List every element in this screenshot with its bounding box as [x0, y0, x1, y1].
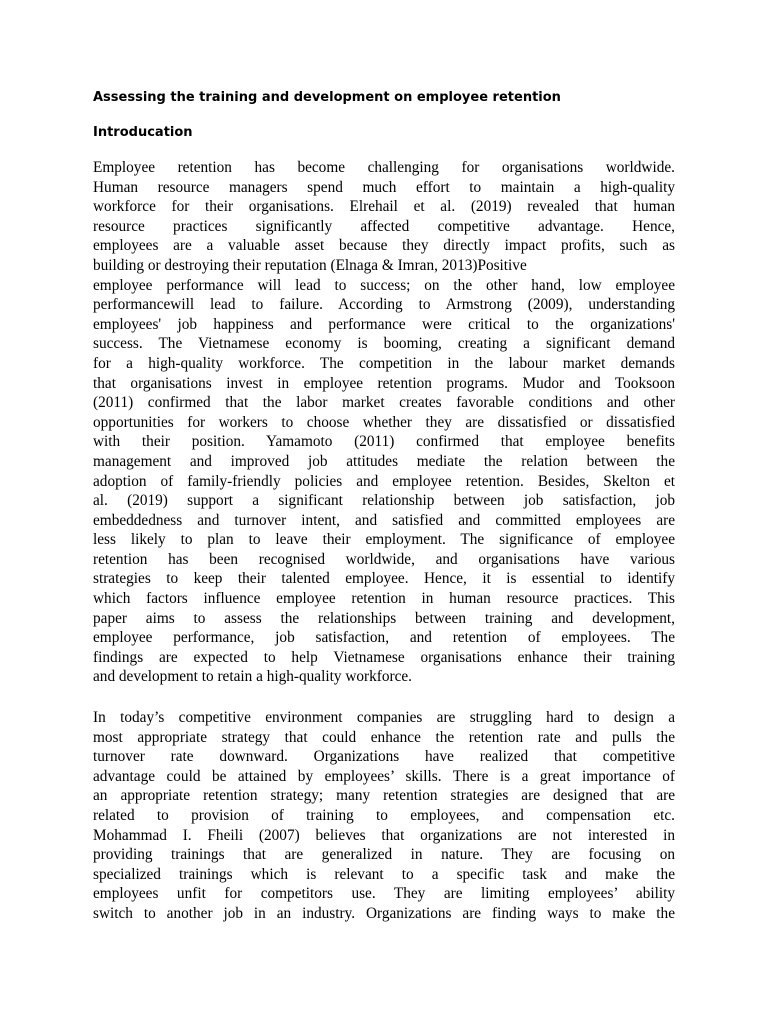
- paragraph-line: specialized trainings which is relevant to a specific task and make the: [93, 865, 675, 883]
- paragraph-2: [93, 708, 675, 924]
- paragraph-line: opportunities for workers to choose whether they are dissatisfied or dissatisfied: [93, 413, 675, 431]
- paragraph-line: findings are expected to help Vietnamese organisations enhance their training: [93, 648, 675, 666]
- paragraph-line: embeddedness and turnover intent, and satisfied and committed employees are: [93, 511, 675, 529]
- paragraph-1: [93, 158, 675, 687]
- paragraph-line: with their position. Yamamoto (2011) confirmed that employee benefits: [93, 433, 675, 451]
- paragraph-line: switch to another job in an industry. Organizations are finding ways to make the: [93, 904, 675, 922]
- paragraph-line: employees' job happiness and performance were critical to the organizations': [93, 315, 675, 333]
- paragraph-line: al. (2019) support a significant relationship between job satisfaction, job: [93, 492, 675, 510]
- paragraph-line: employee performance will lead to success; on the other hand, low employee: [93, 276, 675, 294]
- section-heading: Introducation: [93, 125, 193, 140]
- paragraph-line: management and improved job attitudes mediate the relation between the: [93, 452, 675, 470]
- paragraph-line: for a high-quality workforce. The competition in the labour market demands: [93, 354, 675, 372]
- paragraph-line: advantage could be attained by employees’ skills. There is a great importance of: [93, 767, 675, 785]
- paragraph-line: employees are a valuable asset because they directly impact profits, such as: [93, 237, 675, 255]
- paragraph-line: turnover rate downward. Organizations have realized that competitive: [93, 748, 675, 766]
- paragraph-line: and development to retain a high-quality workforce.: [93, 668, 413, 686]
- paragraph-line: performancewill lead to failure. According to Armstrong (2009), understanding: [93, 296, 675, 314]
- paragraph-line: employees unfit for competitors use. They are limiting employees’ ability: [93, 885, 675, 903]
- paragraph-line: providing trainings that are generalized in nature. They are focusing on: [93, 846, 675, 864]
- paragraph-line: resource practices significantly affected competitive advantage. Hence,: [93, 217, 675, 235]
- document-title: Assessing the training and development on employee retention: [93, 90, 561, 105]
- paragraph-line: Employee retention has become challenging for organisations worldwide.: [93, 159, 675, 176]
- paragraph-line: employee performance, job satisfaction, and retention of employees. The: [93, 629, 675, 647]
- paragraph-line: Human resource managers spend much effort to maintain a high-quality: [93, 178, 675, 196]
- paragraph-line: related to provision of training to employees, and compensation etc.: [93, 806, 675, 824]
- paragraph-line: paper aims to assess the relationships between training and development,: [93, 609, 675, 627]
- paragraph-line: less likely to plan to leave their employment. The significance of employee: [93, 531, 675, 549]
- paragraph-line: an appropriate retention strategy; many retention strategies are designed that are: [93, 787, 675, 805]
- paragraph-line: most appropriate strategy that could enhance the retention rate and pulls the: [93, 728, 675, 746]
- paragraph-line: success. The Vietnamese economy is booming, creating a significant demand: [93, 335, 675, 353]
- paragraph-line: adoption of family-friendly policies and employee retention. Besides, Skelton et: [93, 472, 675, 490]
- paragraph-line: Mohammad I. Fheili (2007) believes that organizations are not interested in: [93, 826, 675, 844]
- paragraph-line: strategies to keep their talented employee. Hence, it is essential to identify: [93, 570, 675, 588]
- paragraph-line: (2011) confirmed that the labor market creates favorable conditions and other: [93, 394, 675, 412]
- paragraph-line: workforce for their organisations. Elrehail et al. (2019) revealed that human: [93, 198, 675, 216]
- paragraph-line: building or destroying their reputation (Elnaga & Imran, 2013)Positive: [93, 256, 527, 274]
- paragraph-line: In today’s competitive environment companies are struggling hard to design a: [93, 709, 675, 726]
- paragraph-line: retention has been recognised worldwide, and organisations have various: [93, 550, 675, 568]
- paragraph-line: which factors influence employee retention in human resource practices. This: [93, 590, 675, 608]
- paragraph-line: that organisations invest in employee retention programs. Mudor and Tooksoon: [93, 374, 675, 392]
